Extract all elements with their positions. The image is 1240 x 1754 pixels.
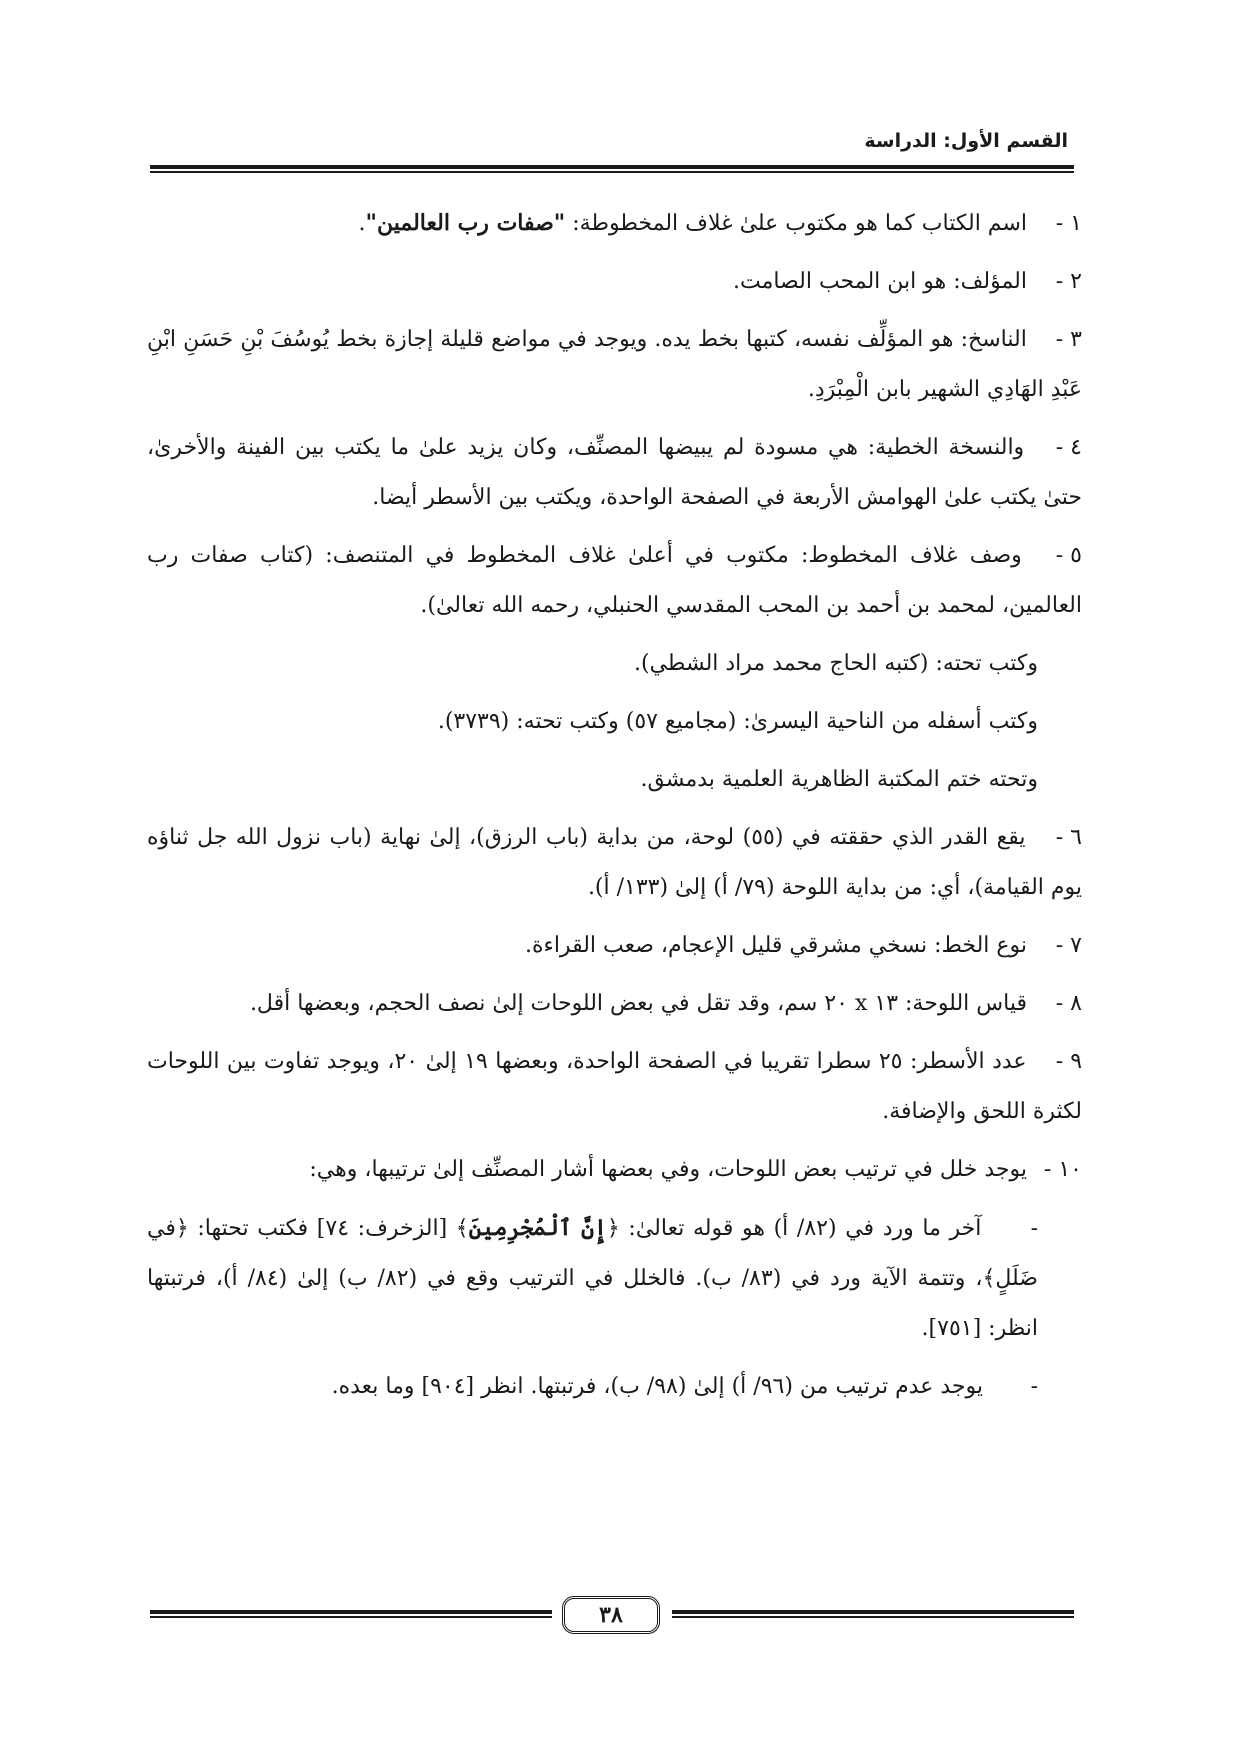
item-number: ٤ - [1055,435,1082,460]
page-number: ٣٨ [562,1596,660,1634]
paragraph-text: والنسخة الخطية: هي مسودة لم يبيضها المصنِّف، وكان يزيد علىٰ ما يكتب بين الفينة والأخرىٰ، حتىٰ يكتب علىٰ الهوامش الأربعة في الصفحة الواحدة، ويكتب بين الأسطر أيضا. [147,435,1082,510]
paragraph-9 [147,1037,1082,1137]
paragraph-5-sub-1 [147,639,1082,689]
paragraph-text: وصف غلاف المخطوط: مكتوب في أعلىٰ غلاف المخطوط في المتنصف: (كتاب صفات رب العالمين، لمحمد بن أحمد بن المحب المقدسي الحنبلي، رحمه الله تعالىٰ). [147,543,1082,618]
paragraph-7 [147,921,1082,971]
bullet-dash: - [1030,1374,1038,1399]
running-header: القسم الأول: الدراسة [864,130,1068,152]
paragraph-text: يوجد خلل في ترتيب بعض اللوحات، وفي بعضها أشار المصنِّف إلىٰ ترتيبها، وهي: [309,1157,1027,1182]
paragraph-text: آخر ما ورد في (٨٢/ أ) هو قوله تعالىٰ: ﴿ [606,1216,982,1241]
body-text [147,198,1082,1420]
item-number: ٨ - [1055,991,1082,1016]
header-rule [150,165,1074,174]
paragraph-text: عدد الأسطر: ٢٥ سطرا تقريبا في الصفحة الواحدة، وبعضها ١٩ إلىٰ ٢٠، ويوجد تفاوت بين اللوحات لكثرة اللحق والإضافة. [147,1049,1082,1124]
page-footer [150,1596,1074,1640]
bullet-dash: - [1030,1216,1038,1241]
paragraph-5-sub-3 [147,755,1082,805]
book-title: "صفات رب العالمين" [365,210,566,236]
item-number: ١٠ - [1043,1157,1082,1182]
paragraph-text: يوجد عدم ترتيب من (٩٦/ أ) إلىٰ (٩٨/ ب)، فرتبتها. انظر [٩٠٤] وما بعده. [331,1374,983,1399]
item-number: ٥ - [1055,543,1082,568]
paragraph-text-end: ﴾ [الزخرف: ٧٤] فكتب تحتها: ﴿في ضَلَلٍ﴾، وتتمة الآية ورد في (٨٣/ ب). فالخلل في الترتيب وقع في (٨٢/ ب) إلىٰ (٨٤/ أ)، فرتبتها انظر: [٧٥١]. [147,1216,1038,1341]
paragraph-3 [147,315,1082,415]
paragraph-text: نوع الخط: نسخي مشرقي قليل الإعجام، صعب القراءة. [524,933,1027,958]
item-number: ٣ - [1055,327,1082,352]
paragraph-2 [147,257,1082,307]
paragraph-10 [147,1145,1082,1195]
paragraph-6 [147,813,1082,913]
item-number: ٢ - [1055,269,1082,294]
footer-rule-left [150,1610,552,1618]
item-number: ٧ - [1055,933,1082,958]
paragraph-text: وكتب تحته: (كتبه الحاج محمد مراد الشطي). [633,651,1038,676]
item-number: ٦ - [1055,825,1082,850]
item-number: ١ - [1055,211,1082,236]
paragraph-1 [147,198,1082,249]
paragraph-text: قياس اللوحة: ١٣ x ٢٠ سم، وقد تقل في بعض اللوحات إلىٰ نصف الحجم، وبعضها أقل. [249,991,1027,1016]
paragraph-text: يقع القدر الذي حققته في (٥٥) لوحة، من بداية (باب الرزق)، إلىٰ نهاية (باب نزول الله جل ثناؤه يوم القيامة)، أي: من بداية اللوحة (٧٩/ أ) إلىٰ (١٣٣/ أ). [147,825,1082,900]
paragraph-8 [147,979,1082,1029]
paragraph-10-sub-2 [147,1362,1082,1412]
paragraph-text: الناسخ: هو المؤلِّف نفسه، كتبها بخط يده. ويوجد في مواضع قليلة إجازة بخط يُوسُفَ بْنِ حَسَنِ ابْنِ عَبْدِ الهَادِي الشهير بابن الْمِبْرَدِ. [147,327,1082,402]
paragraph-5 [147,531,1082,631]
paragraph-text: وكتب أسفله من الناحية اليسرىٰ: (مجاميع ٥٧) وكتب تحته: (٣٧٣٩). [437,709,1038,734]
paragraph-5-sub-2 [147,697,1082,747]
footer-rule-right [672,1610,1074,1618]
paragraph-4 [147,423,1082,523]
paragraph-text-end: . [358,211,366,236]
paragraph-text: اسم الكتاب كما هو مكتوب علىٰ غلاف المخطوطة: [565,211,1027,236]
paragraph-text: وتحته ختم المكتبة الظاهرية العلمية بدمشق. [640,767,1038,792]
item-number: ٩ - [1055,1049,1083,1074]
paragraph-10-sub-1 [147,1203,1082,1354]
quran-verse: إِنَّ ٱلْمُجْرِمِينَ [468,1215,607,1241]
paragraph-text: المؤلف: هو ابن المحب الصامت. [732,269,1027,294]
